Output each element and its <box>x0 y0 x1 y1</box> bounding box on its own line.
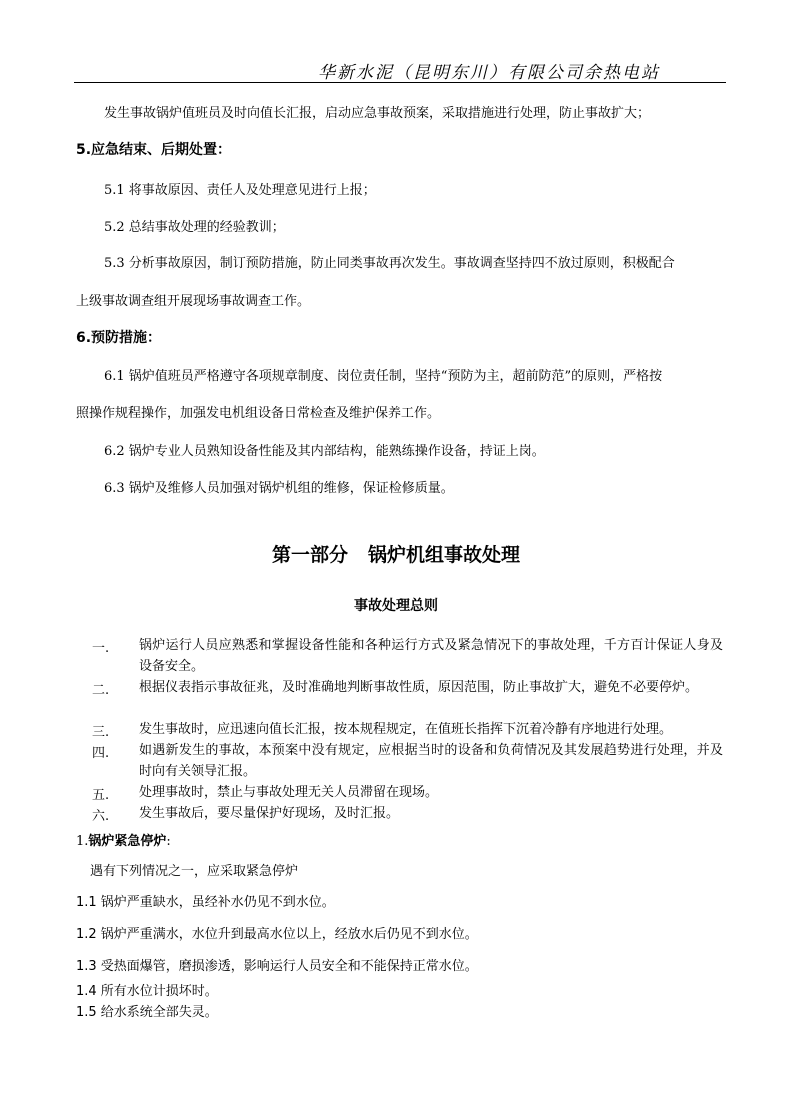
principle-text: 锅炉运行人员应熟悉和掌握设备性能和各种运行方式及紧急情况下的事故处理，千方百计保证人身及设备安全。 <box>139 638 723 674</box>
part-title-name: 锅炉机组事故处理 <box>368 544 521 566</box>
section6-item1-line1: 6.1 锅炉值班员严格遵守各项规章制度、岗位责任制，坚持“预防为主，超前防范”的原则，严格按 <box>104 369 663 384</box>
principle-text: 根据仪表指示事故征兆，及时准确地判断事故性质，原因范围，防止事故扩大，避免不必要停炉。 <box>139 680 699 695</box>
principle-number: 五. <box>92 788 110 803</box>
section5-item3-line2: 上级事故调查组开展现场事故调查工作。 <box>76 294 311 309</box>
section6-heading: 6.预防措施： <box>76 330 162 346</box>
header-divider <box>74 82 726 83</box>
section5-item1: 5.1 将事故原因、责任人及处理意见进行上报； <box>104 183 376 198</box>
section6-item3: 6.3 锅炉及维修人员加强对锅炉机组的维修，保证检修质量。 <box>104 481 454 496</box>
principle-text: 发生事故时，应迅速向值长汇报，按本规程规定，在值班长指挥下沉着冷静有序地进行处理。 <box>139 722 673 737</box>
principle-number: 四. <box>92 746 110 761</box>
principle-text: 如遇新发生的事故，本预案中没有规定，应根据当时的设备和负荷情况及其发展趋势进行处理，并及时向有关领导汇报。 <box>139 743 723 779</box>
emergency-intro: 遇有下列情况之一，应采取紧急停炉 <box>90 864 299 879</box>
principle-text: 处理事故时，禁止与事故处理无关人员滞留在现场。 <box>139 785 439 800</box>
emergency-heading-colon: : <box>166 834 171 849</box>
principle-number: 一. <box>92 641 110 656</box>
part-title <box>0 540 792 567</box>
section6-item1-line2: 照操作规程操作，加强发电机组设备日常检查及维护保养工作。 <box>76 406 441 421</box>
intro-paragraph: 发生事故锅炉值班员及时向值长汇报，启动应急事故预案，采取措施进行处理，防止事故扩大； <box>104 106 651 121</box>
emergency-item: 1.1 锅炉严重缺水，虽经补水仍见不到水位。 <box>76 895 335 910</box>
emergency-item: 1.2 锅炉严重满水，水位升到最高水位以上，经放水后仍见不到水位。 <box>76 927 478 942</box>
part-title-number: 第一部分 <box>271 544 348 566</box>
emergency-item: 1.5 给水系统全部失灵。 <box>76 1005 218 1020</box>
section6-item2: 6.2 锅炉专业人员熟知设备性能及其内部结构，能熟练操作设备，持证上岗。 <box>104 444 545 459</box>
principle-text: 发生事故后，要尽量保护好现场，及时汇报。 <box>139 806 400 821</box>
emergency-heading-number: 1. <box>76 834 89 849</box>
company-header-title: 华新水泥（昆明东川）有限公司余热电站 <box>318 63 660 83</box>
emergency-item: 1.3 受热面爆管，磨损渗透，影响运行人员安全和不能保持正常水位。 <box>76 959 478 974</box>
emergency-item: 1.4 所有水位计损坏时。 <box>76 984 218 999</box>
emergency-heading-title: 锅炉紧急停炉 <box>88 834 167 849</box>
principles-subtitle: 事故处理总则 <box>354 598 438 614</box>
principle-number: 六. <box>92 809 110 824</box>
section5-heading: 5.应急结束、后期处置： <box>76 142 232 158</box>
principle-number: 二. <box>92 683 110 698</box>
section5-item2: 5.2 总结事故处理的经验教训； <box>104 220 285 235</box>
section5-item3-line1: 5.3 分析事故原因，制订预防措施，防止同类事故再次发生。事故调查坚持四不放过原则，积极配合 <box>104 256 675 271</box>
principle-number: 三. <box>92 725 110 740</box>
emergency-heading <box>76 830 171 849</box>
